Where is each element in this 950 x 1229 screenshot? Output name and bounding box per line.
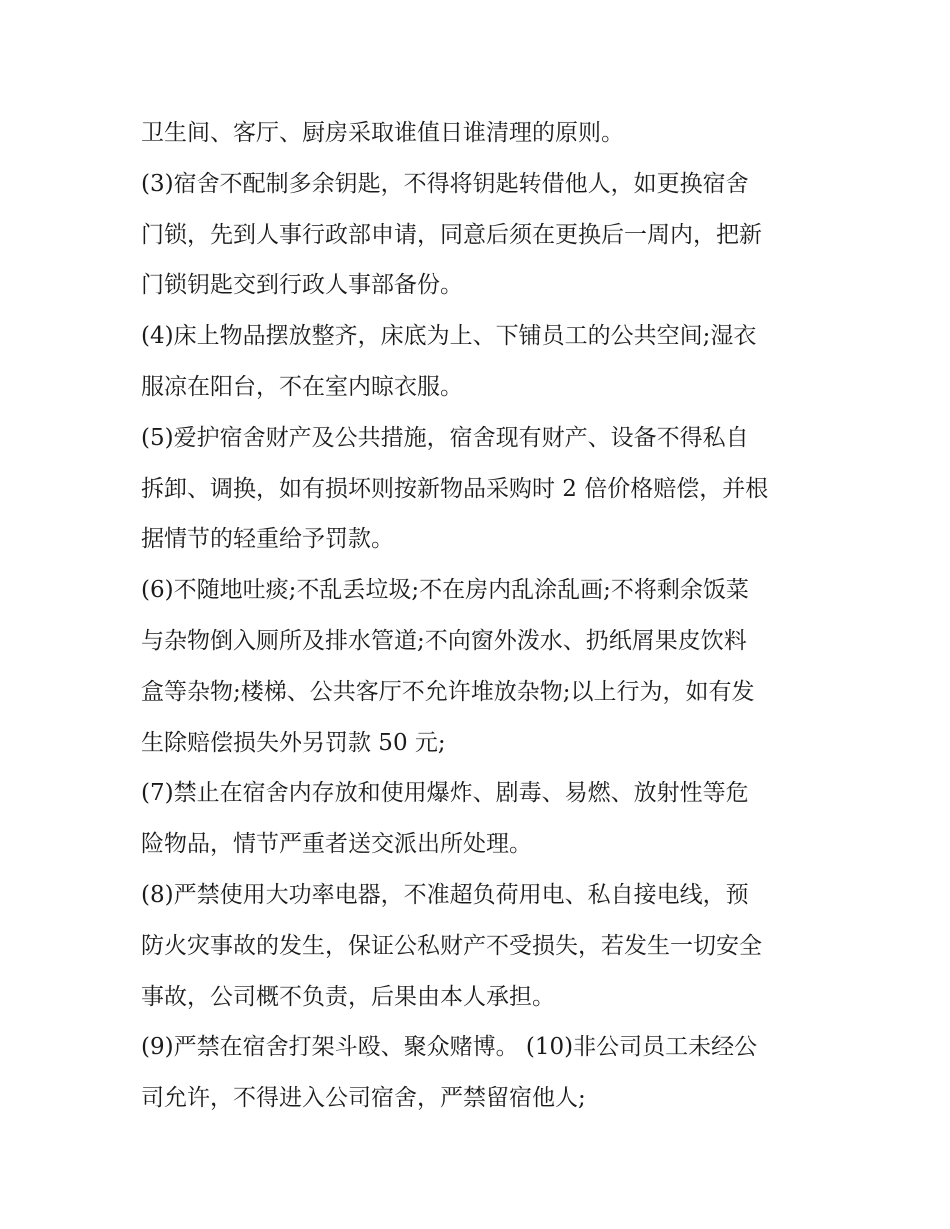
text-line: 门锁钥匙交到行政人事部备份。 (141, 272, 463, 299)
text-line: 盒等杂物;楼梯、公共客厅不允许堆放杂物;以上行为，如有发 (141, 678, 755, 705)
text-line: 拆卸、调换，如有损坏则按新物品采购时 2 倍价格赔偿，并根 (141, 475, 769, 502)
text-line: (7)禁止在宿舍内存放和使用爆炸、剧毒、易燃、放射性等危 (141, 780, 749, 807)
text-line: 据情节的轻重给予罚款。 (141, 526, 394, 553)
text-line: 险物品，情节严重者送交派出所处理。 (141, 831, 532, 858)
text-line: 门锁，先到人事行政部申请，同意后须在更换后一周内，把新 (141, 221, 762, 248)
text-line: (5)爱护宿舍财产及公共措施，宿舍现有财产、设备不得私自 (141, 424, 749, 451)
text-line: 生除赔偿损失外另罚款 50 元; (141, 729, 446, 756)
text-line: (6)不随地吐痰;不乱丢垃圾;不在房内乱涂乱画;不将剩余饭菜 (141, 577, 749, 604)
text-line: (3)宿舍不配制多余钥匙，不得将钥匙转借他人，如更换宿舍 (141, 170, 749, 197)
text-line: 防火灾事故的发生，保证公私财产不受损失，若发生一切安全 (141, 932, 762, 959)
text-line: (4)床上物品摆放整齐，床底为上、下铺员工的公共空间;湿衣 (141, 323, 757, 350)
text-line: 服凉在阳台，不在室内晾衣服。 (141, 373, 463, 400)
text-line: (8)严禁使用大功率电器，不准超负荷用电、私自接电线，预 (141, 881, 749, 908)
text-line: 与杂物倒入厕所及排水管道;不向窗外泼水、扔纸屑果皮饮料 (141, 627, 747, 654)
text-line: 事故，公司概不负责，后果由本人承担。 (141, 983, 555, 1010)
document-body (141, 108, 821, 1124)
text-line: 司允许，不得进入公司宿舍，严禁留宿他人; (141, 1085, 586, 1112)
text-line: 卫生间、客厅、厨房采取谁值日谁清理的原则。 (141, 120, 624, 146)
text-line: (9)严禁在宿舍打架斗殴、聚众赌博。 (10)非公司员工未经公 (141, 1034, 758, 1061)
